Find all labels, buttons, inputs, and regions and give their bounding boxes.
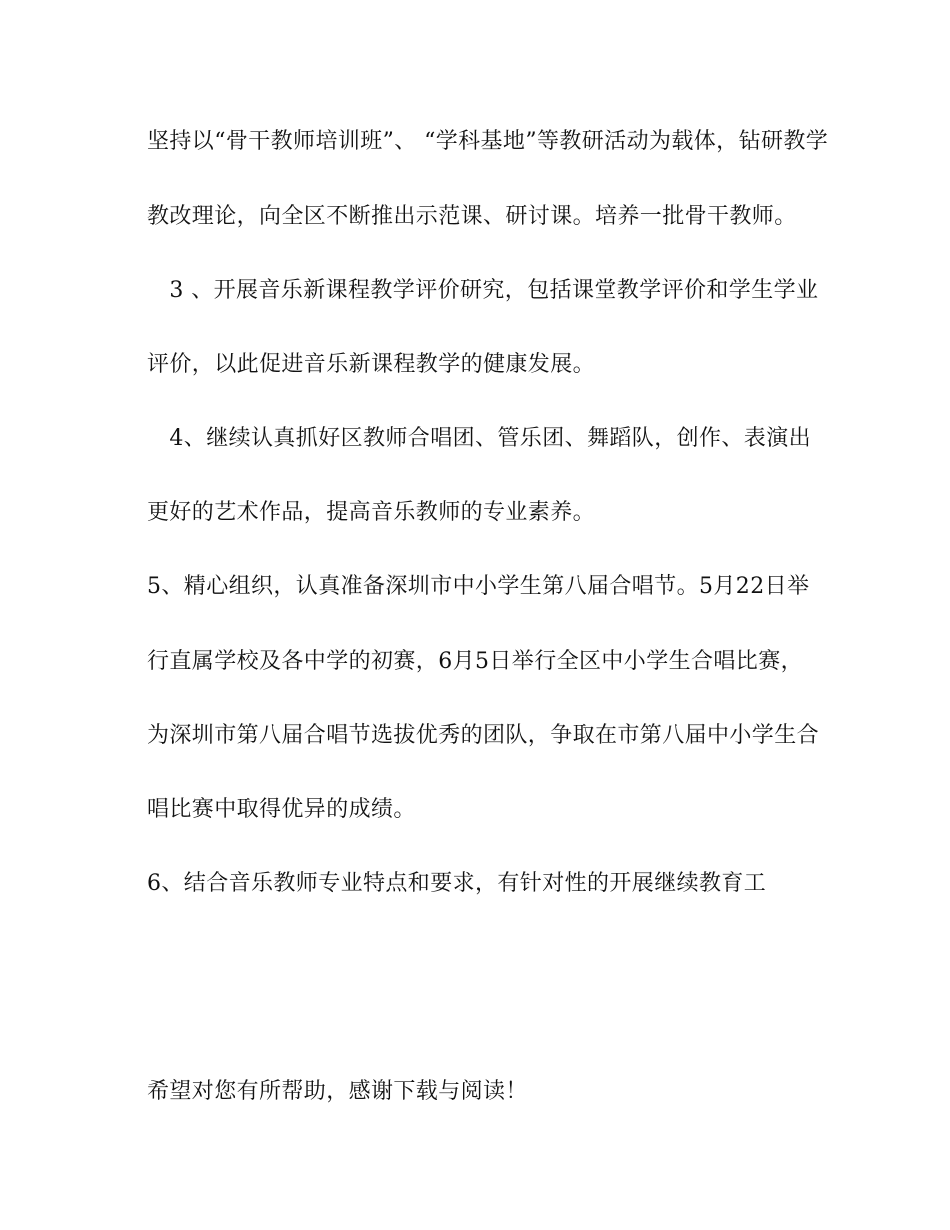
paragraph-line: 唱比赛中取得优异的成绩。 [147, 797, 416, 822]
paragraph-line: 行直属学校及各中学的初赛，6月5日举行全区中小学生合唱比赛， [147, 649, 803, 674]
paragraph-line: 3 、开展音乐新课程教学评价研究，包括课堂教学评价和学生学业 [147, 278, 819, 303]
paragraph-line: 坚持以“骨干教师培训班”、 “学科基地”等教研活动为载体，钻研教学 [147, 129, 829, 154]
paragraph-line: 4、继续认真抓好区教师合唱团、管乐团、舞蹈队，创作、表演出 [147, 426, 811, 451]
paragraph-line: 为深圳市第八届合唱节选拔优秀的团队，争取在市第八届中小学生合 [147, 723, 820, 748]
paragraph-line: 6、结合音乐教师专业特点和要求，有针对性的开展继续教育工 [147, 871, 767, 896]
closing-line: 希望对您有所帮助，感谢下载与阅读！ [147, 1079, 528, 1104]
paragraph-line: 评价，以此促进音乐新课程教学的健康发展。 [147, 352, 596, 377]
paragraph-line: 教改理论，向全区不断推出示范课、研讨课。培养一批骨干教师。 [147, 204, 797, 229]
paragraph-line: 更好的艺术作品，提高音乐教师的专业素养。 [147, 500, 596, 525]
paragraph-line: 5、精心组织，认真准备深圳市中小学生第八届合唱节。5月22日举 [147, 574, 810, 599]
